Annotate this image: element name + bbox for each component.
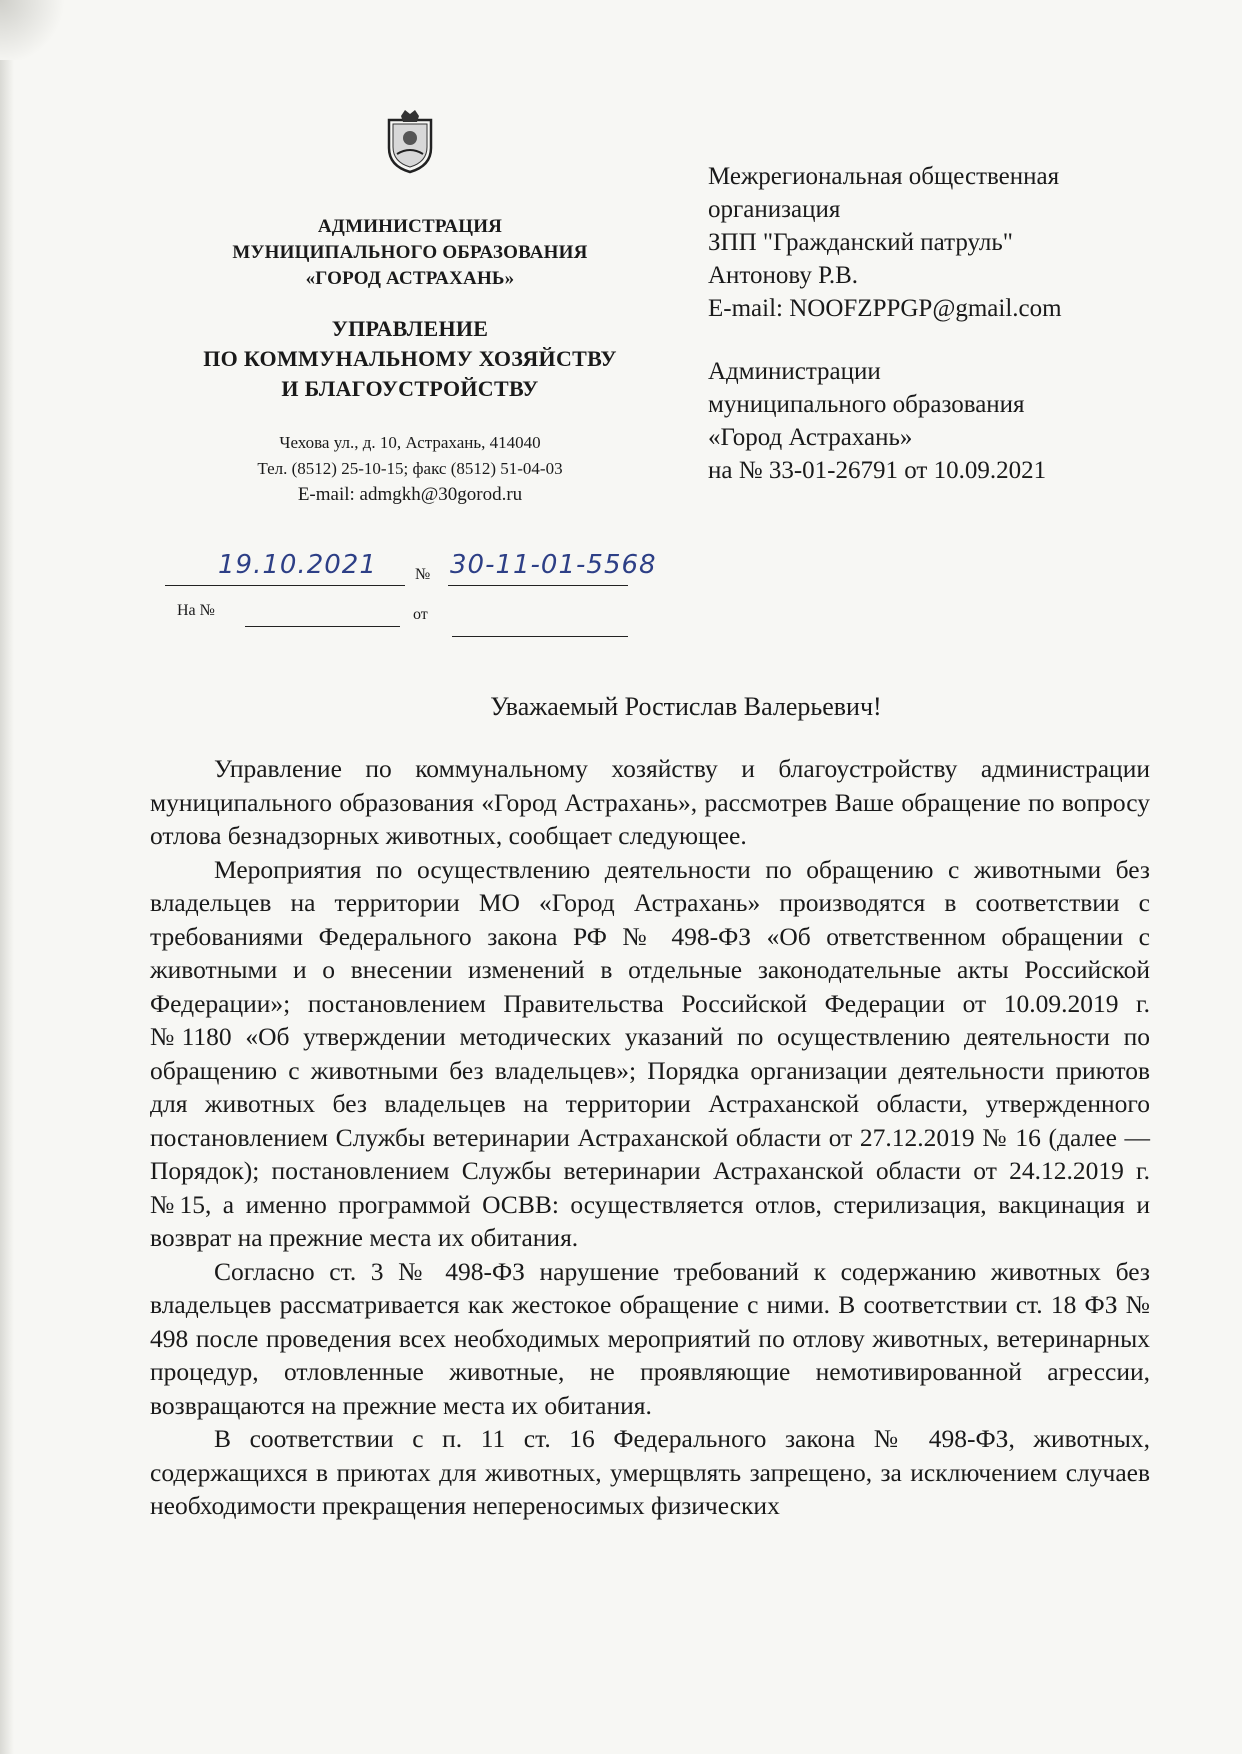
paragraph-1: Управление по коммунальному хозяйству и благоустройству администрации муниципального образования «Город Астрахань», рассмотрев Ваше обращение по вопросу отлова безнадзорных животных, сообщает следующее. bbox=[150, 754, 1150, 850]
addressee-block bbox=[708, 160, 1168, 487]
dept-line-3: И БЛАГОУСТРОЙСТВУ bbox=[281, 376, 539, 401]
salutation: Уважаемый Ростислав Валерьевич! bbox=[490, 692, 882, 721]
dept-line-1: УПРАВЛЕНИЕ bbox=[331, 316, 489, 341]
number-underline bbox=[448, 585, 628, 586]
contacts bbox=[150, 430, 670, 508]
department-title bbox=[150, 314, 670, 404]
paragraph-3: Согласно ст. 3 № 498-ФЗ нарушение требований к содержанию животных без владельцев рассматривается как жестокое обращение с ними. В соответствии ст. 18 ФЗ № 498 после проведения всех необходимых мероприятий по отлову животных, ветеринарных процедур, отловленные животные, не проявляющие немотивированной агрессии, возвращаются на прежние места их обитания. bbox=[150, 1256, 1150, 1420]
dept-line-2: ПО КОММУНАЛЬНОМУ ХОЗЯЙСТВУ bbox=[203, 346, 617, 371]
addressee-line-1: Межрегиональная общественная bbox=[708, 163, 1060, 190]
addressee-line-3: ЗПП "Гражданский патруль" bbox=[708, 229, 1013, 256]
phone: Тел. (8512) 25-10-15; факс (8512) 51-04-03 bbox=[257, 459, 563, 478]
from-label: от bbox=[413, 606, 428, 623]
address: Чехова ул., д. 10, Астрахань, 414040 bbox=[279, 433, 541, 452]
paragraph-4: В соответствии с п. 11 ст. 16 Федерального закона № 498-ФЗ, животных, содержащихся в приютах для животных, умерщвлять запрещено, за исключением случаев необходимости прекращения непереносимых физических bbox=[150, 1424, 1150, 1520]
number-label: № bbox=[415, 566, 431, 583]
paragraph-2: Мероприятия по осуществлению деятельности по обращению с животными без владельцев на территории МО «Город Астрахань» производятся в соответствии с требованиями Федерального закона РФ № 498-ФЗ «Об ответственном обращении с животными и о внесении изменений в отдельные законодательные акты Российской Федерации»; постановлением Правительства Российской Федерации от 10.09.2019 г. №1180 «Об утверждении методических указаний по осуществлению деятельности по обращению с животными без владельцев»; Порядка организации деятельности приютов для животных без владельцев на территории Астраханской области, утвержденного постановлением Службы ветеринарии Астраханской области от 27.12.2019 № 16 (далее — Порядок); постановлением Службы ветеринарии Астраханской области от 24.12.2019 г. №15, а именно программой ОСВВ: осуществляется отлов, стерилизация, вакцинация и возврат на прежние места их обитания. bbox=[150, 854, 1150, 1252]
email: E-mail: admgkh@30gorod.ru bbox=[297, 484, 523, 505]
addressee-line-8: «Город Астрахань» bbox=[708, 424, 913, 451]
addressee-line-5: E-mail: NOOFZPPGP@gmail.com bbox=[708, 295, 1062, 322]
letter-body bbox=[150, 752, 1150, 1523]
coat-of-arms-icon bbox=[383, 110, 437, 176]
scan-corner-shadow bbox=[0, 0, 70, 60]
addressee-line-4: Антонову Р.В. bbox=[708, 262, 859, 289]
ref-label: На № bbox=[177, 602, 215, 619]
date-underline bbox=[165, 585, 405, 586]
scan-edge bbox=[0, 0, 14, 1754]
handwritten-number: 30-11-01-5568 bbox=[450, 550, 657, 580]
addressee-line-7: муниципального образования bbox=[708, 391, 1025, 418]
addressee-line-2: организация bbox=[708, 196, 841, 223]
addressee-line-6: Администрации bbox=[708, 358, 881, 385]
admin-line-1: АДМИНИСТРАЦИЯ bbox=[317, 216, 503, 237]
letterhead bbox=[150, 110, 670, 508]
addressee-line-9: на № 33-01-26791 от 10.09.2021 bbox=[708, 457, 1047, 484]
handwritten-date: 19.10.2021 bbox=[218, 550, 377, 580]
ref-underline bbox=[245, 626, 400, 627]
admin-line-2: МУНИЦИПАЛЬНОГО ОБРАЗОВАНИЯ bbox=[232, 242, 588, 263]
from-underline bbox=[452, 636, 628, 637]
admin-line-3: «ГОРОД АСТРАХАНЬ» bbox=[305, 268, 515, 289]
